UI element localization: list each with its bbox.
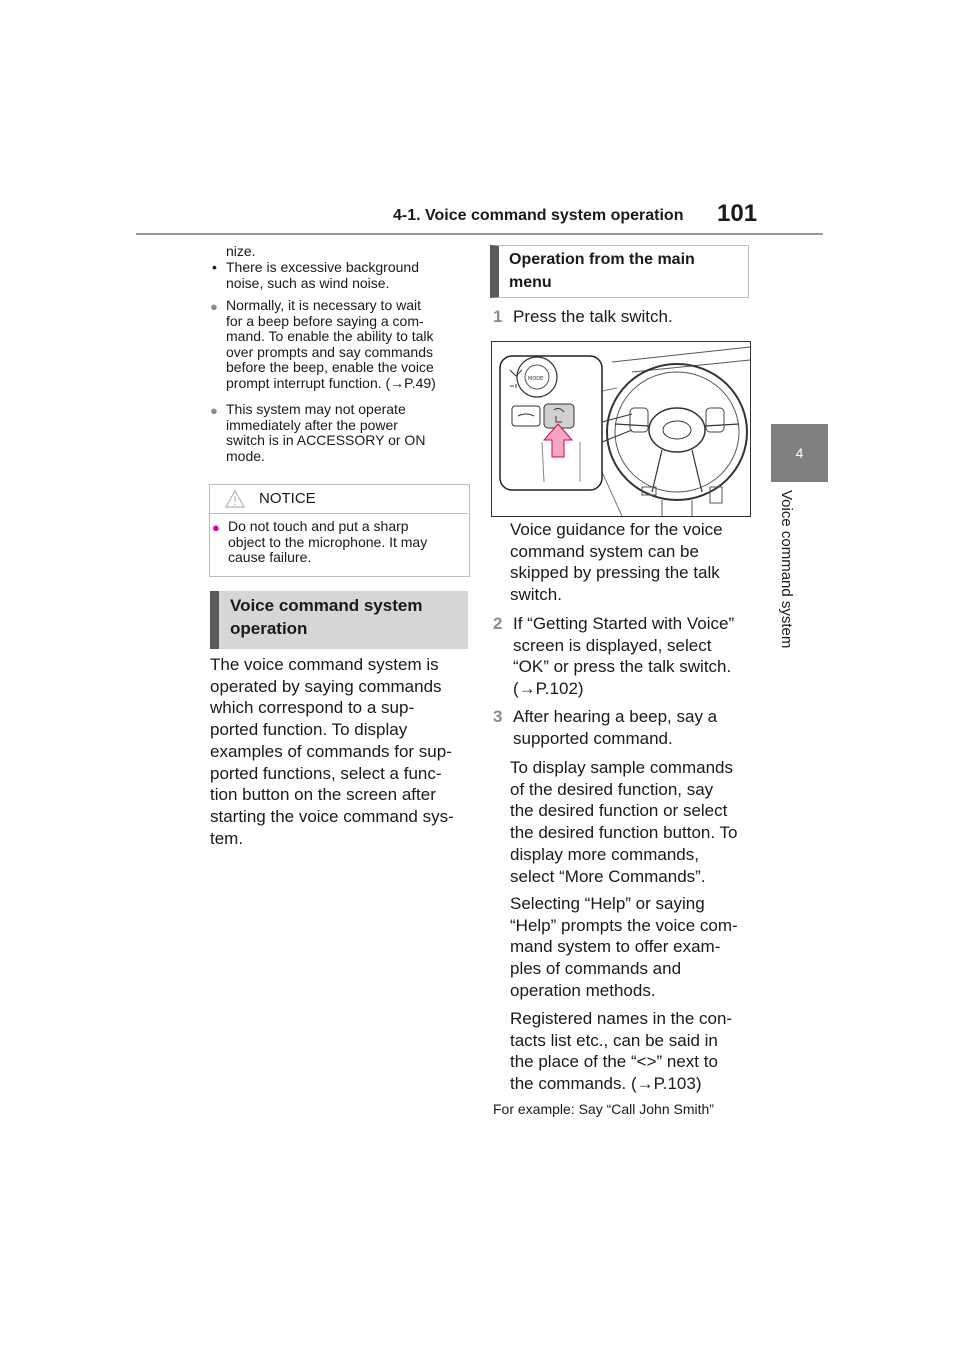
text-line: for a beep before saying a com- bbox=[226, 312, 424, 329]
section-title: 4-1. Voice command system operation bbox=[393, 207, 684, 224]
step-text: Press the talk switch. bbox=[513, 307, 673, 326]
heading-line: Voice command system bbox=[230, 596, 423, 615]
step-text bbox=[513, 706, 717, 749]
text-line: After hearing a beep, say a bbox=[513, 707, 718, 726]
text-line: If “Getting Started with Voice” bbox=[513, 614, 735, 633]
steering-wheel-talk-switch-illustration bbox=[491, 341, 751, 517]
text-line: mand. To enable the ability to talk bbox=[226, 328, 434, 344]
bullet-marker: ● bbox=[210, 299, 218, 314]
example-text: For example: Say “Call John Smith” bbox=[493, 1101, 714, 1117]
text-line: operation methods. bbox=[510, 980, 656, 1000]
text-line: Registered names in the con- bbox=[510, 1009, 733, 1028]
text-line: switch is in ACCESSORY or ON bbox=[226, 432, 426, 448]
text-line: noise, such as wind noise. bbox=[226, 274, 390, 291]
text-line: select “More Commands”. bbox=[510, 866, 706, 886]
chapter-tab bbox=[771, 424, 828, 482]
chapter-number: 4 bbox=[795, 445, 804, 461]
step-number: 3 bbox=[493, 707, 503, 726]
step-number: 1 bbox=[493, 307, 503, 326]
text-line: There is excessive background bbox=[226, 259, 419, 275]
header-rule bbox=[136, 233, 823, 235]
text-line: tion button on the screen after bbox=[210, 785, 436, 805]
chapter-label-container bbox=[770, 490, 830, 680]
text-line: the desired function or select bbox=[510, 801, 728, 821]
text-line: Normally, it is necessary to wait bbox=[226, 297, 422, 313]
text-line: display more commands, bbox=[510, 844, 699, 864]
bullet-marker: ● bbox=[210, 403, 218, 418]
text-line: mand system to offer exam- bbox=[510, 937, 721, 957]
text-line: “Help” prompts the voice com- bbox=[510, 915, 738, 935]
text-line: This system may not operate bbox=[226, 401, 406, 417]
notice-text bbox=[228, 519, 427, 566]
text-line: examples of commands for sup- bbox=[210, 741, 452, 761]
text-line: Voice guidance for the voice bbox=[510, 520, 723, 539]
text-line: tem. bbox=[210, 828, 244, 848]
text-line: which correspond to a sup- bbox=[210, 698, 415, 718]
dash-item-marker: • bbox=[212, 259, 217, 275]
text-line: the place of the “<>” next to bbox=[510, 1052, 718, 1072]
text-line: ples of commands and bbox=[510, 959, 682, 979]
text-line: prompt interrupt function. (→P.49) bbox=[226, 374, 436, 391]
text-line: ported function. To display bbox=[210, 720, 408, 740]
continuation-line: nize. bbox=[226, 243, 256, 259]
text-line: The voice command system is bbox=[210, 655, 439, 674]
text-line: screen is displayed, select bbox=[513, 635, 712, 655]
note-bullet bbox=[226, 402, 425, 464]
text-line: starting the voice command sys- bbox=[210, 806, 454, 826]
text-line: (→P.102) bbox=[513, 679, 584, 699]
text-line: the commands. (→P.103) bbox=[510, 1074, 702, 1094]
note-bullet bbox=[226, 298, 436, 391]
notice-title: NOTICE bbox=[259, 490, 316, 507]
step-number: 2 bbox=[493, 614, 503, 633]
heading-line: operation bbox=[230, 619, 308, 638]
heading-line: Operation from the main bbox=[509, 251, 695, 268]
dash-item bbox=[226, 260, 419, 291]
section-heading-voice bbox=[210, 591, 468, 649]
text-line: cause failure. bbox=[228, 549, 312, 565]
text-line: ported functions, select a func- bbox=[210, 763, 442, 783]
text-line: the desired function button. To bbox=[510, 823, 738, 843]
page-number: 101 bbox=[717, 200, 758, 227]
text-line: supported command. bbox=[513, 728, 673, 748]
text-line: immediately after the power bbox=[226, 416, 398, 433]
step-text bbox=[513, 613, 734, 700]
text-line: tacts list etc., can be said in bbox=[510, 1030, 718, 1050]
text-line: skipped by pressing the talk bbox=[510, 563, 720, 583]
text-line: Selecting “Help” or saying bbox=[510, 894, 705, 913]
bullet-item bbox=[510, 757, 737, 887]
bullet-item bbox=[510, 1008, 732, 1095]
chapter-label: Voice command system bbox=[778, 490, 795, 649]
notice-marker: ● bbox=[212, 520, 220, 535]
heading-line: menu bbox=[509, 274, 552, 291]
text-line: command system can be bbox=[510, 541, 699, 561]
notice-header bbox=[210, 485, 468, 514]
text-line: Do not touch and put a sharp bbox=[228, 518, 409, 534]
text-line: mode. bbox=[226, 447, 265, 464]
section-heading-main-menu bbox=[490, 245, 749, 298]
text-line: To display sample commands bbox=[510, 758, 733, 777]
text-line: over prompts and say commands bbox=[226, 343, 433, 360]
text-line: switch. bbox=[510, 585, 562, 605]
voice-body bbox=[210, 654, 454, 849]
bullet-item bbox=[510, 519, 723, 606]
text-line: object to the microphone. It may bbox=[228, 533, 428, 550]
text-line: of the desired function, say bbox=[510, 779, 714, 799]
text-line: “OK” or press the talk switch. bbox=[513, 657, 732, 677]
text-line: before the beep, enable the voice bbox=[226, 359, 434, 375]
text-line: operated by saying commands bbox=[210, 676, 442, 696]
bullet-item bbox=[510, 893, 738, 1002]
mode-label: MODE bbox=[528, 376, 544, 382]
warning-triangle-icon bbox=[225, 490, 245, 508]
